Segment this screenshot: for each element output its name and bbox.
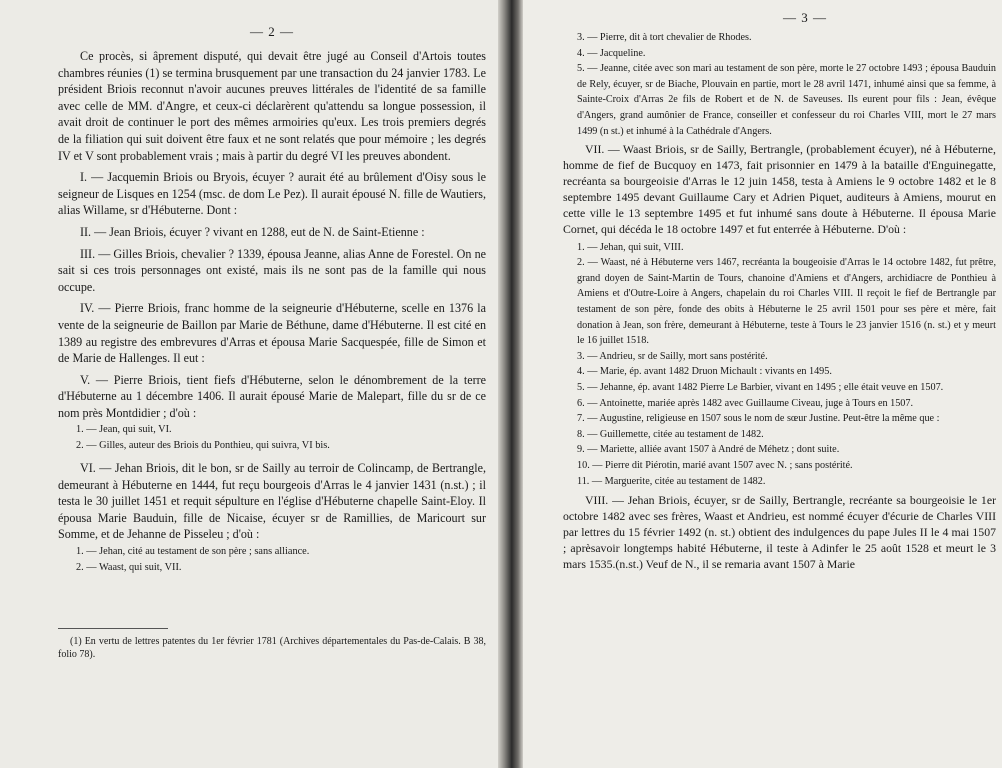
page-number: — 2 — bbox=[250, 24, 294, 39]
list-item: 7. — Augustine, religieuse en 1507 sous le nom de sœur Justine. Peut-être la même que : bbox=[577, 413, 940, 425]
list-item: 1. — Jehan, cité au testament de son père ; sans alliance. bbox=[76, 546, 310, 558]
list-item: 4. — Marie, ép. avant 1482 Druon Michault : vivants en 1495. bbox=[577, 366, 832, 378]
degree-ii-paragraph: II. — Jean Briois, écuyer ? vivant en 1288, eut de N. de Saint-Etienne : bbox=[80, 224, 425, 239]
list-item: 1. — Jehan, qui suit, VIII. bbox=[577, 241, 684, 253]
list-item: 10. — Pierre dit Piérotin, marié avant 1507 avec N. ; sans postérité. bbox=[577, 459, 853, 471]
list-item: 4. — Jacqueline. bbox=[577, 47, 646, 59]
list-item: 11. — Marguerite, citée au testament de 1482. bbox=[577, 475, 766, 487]
list-item: 2. — Waast, né à Hébuterne vers 1467, recréanta la bougeoisie d'Arras le 14 octobre 1482, fut prêtre, grand doyen de Saint-Martin de Tours, chanoine d'Amiens et d'Angers, archidiacre de Ponthieu à Amiens et d'Outre-Loire à Angers, chapelain du roi Charles VIII. Il reçoit le fief de Bertrangle par testament de son père, fonde des obits à Hébuterne le 25 avril 1501 pour ses père et mère, fait donation à Jean, son frère, demeurant à Hébuterne, teste à Tours le 23 janvier 1516 (n. st.) et y meurt le 16 juillet 1518. bbox=[577, 257, 996, 347]
degree-i-paragraph: I. — Jacquemin Briois ou Bryois, écuyer ? aurait été au brûlement d'Oisy sous le seigneur de Lisques en 1254 (msc. de dom Le Pez). Il aurait épousé N. fille de Wautiers, alias Willame, sr d'Hébuterne. Dont : bbox=[58, 170, 486, 218]
list-item: 2. — Waast, qui suit, VII. bbox=[76, 561, 182, 573]
left-page bbox=[0, 0, 498, 768]
page-number: — 3 — bbox=[783, 10, 827, 25]
degree-v-paragraph: V. — Pierre Briois, tient fiefs d'Hébuterne, selon le dénombrement de la terre d'Hébuterne au 1 décembre 1406. Il aurait épousé Marie de Malepart, fille du sr de ce nom près Montdidier ; d'où : bbox=[58, 372, 486, 420]
footnote-divider bbox=[58, 628, 168, 629]
list-item: 9. — Mariette, alliée avant 1507 à André de Méhetz ; dont suite. bbox=[577, 444, 840, 456]
degree-iii-paragraph: III. — Gilles Briois, chevalier ? 1339, épousa Jeanne, alias Anne de Forestel. On ne sait si ces trois personnages ont existé, mais ils ne sont pas de la famille qui nous occupe. bbox=[58, 246, 486, 294]
intro-paragraph: Ce procès, si âprement disputé, qui devait être jugé au Conseil d'Artois toutes chambres réunies (1) se termina brusquement par une transaction du 24 janvier 1783. Le président Briois reconnut n'avoir aucunes preuves littérales de l'identité de sa famille avec celle de MM. d'Angre, et ceux-ci déclarèrent qu'attendu sa longue possession, il avait droit de continuer le port des mêmes armoiries qu'eux. Les trois premiers degrés de la filiation qui suit doivent être faux et ne sont relatés que pour mémoire ; les degrés IV et V sont probablement vrais ; mais à partir du degré VI les preuves abondent. bbox=[58, 49, 486, 163]
degree-viii-paragraph: VIII. — Jehan Briois, écuyer, sr de Sailly, Bertrangle, recréante sa bourgeoisie le 1er octobre 1482 avec ses frères, Waast et Andrieu, est nommé écuyer d'écurie de Charles VIII par lettres du 15 février 1492 (n. st.) obtient des indulgences du pape Jules II le 4 mai 1507 ; aprèsavoir longtemps habité Hébuterne, il teste à Adinfer le 25 août 1528 et meurt le 3 mars 1535.(n.st.) Veuf de N., il se remaria avant 1507 à Marie bbox=[563, 493, 996, 571]
list-item: 3. — Pierre, dit à tort chevalier de Rhodes. bbox=[577, 32, 752, 43]
list-item: 5. — Jeanne, citée avec son mari au testament de son père, morte le 27 octobre 1493 ; épousa Bauduin de Rely, écuyer, sr de Biache, Plouvain en partie, mort le 28 avril 1471, inhumé ainsi que sa femme, à Sainte-Croix d'Arras 2e fils de Robert et de N. de Saveuses. Ils eurent pour fils : Jean, évêque d'Angers, grand aumônier de France, conseiller et confesseur du roi Charles VIII, mort le 27 mars 1499 (n st.) et inhumé à la Cathédrale d'Angers. bbox=[577, 63, 996, 137]
list-item: 2. — Gilles, auteur des Briois du Ponthieu, qui suivra, VI bis. bbox=[76, 440, 330, 452]
footnote: (1) En vertu de lettres patentes du 1er février 1781 (Archives départementales du Pas-de-Calais. B 38, folio 78). bbox=[58, 635, 486, 660]
degree-vi-paragraph: VI. — Jehan Briois, dit le bon, sr de Sailly au terroir de Colincamp, de Bertrangle, demeurant à Hébuterne en 1444, fut reçu bourgeois d'Arras le 4 janvier 1431 (n.st.) ; il testa le 30 juillet 1451 et requit sépulture en l'église d'Hébuterne chapelle Saint-Eloy. Il épousa Marie Bauduin, fille de Nicaise, écuyer sr de Ramillies, de Maricourt sur Somme, et de Jehanne de Pisseleu ; d'où : bbox=[58, 461, 486, 542]
right-page bbox=[523, 0, 1002, 768]
list-item: 5. — Jehanne, ép. avant 1482 Pierre Le Barbier, vivant en 1495 ; elle était veuve en 1507. bbox=[577, 381, 944, 393]
list-item: 3. — Andrieu, sr de Sailly, mort sans postérité. bbox=[577, 350, 768, 362]
degree-vii-paragraph: VII. — Waast Briois, sr de Sailly, Bertrangle, (probablement écuyer), né à Hébuterne, homme de fief de Bucquoy en 1473, fait prisonnier en 1479 à la bataille d'Enguinegatte, recréanta sa bourgeoisie d'Arras le 12 juin 1458, testa à Amiens le 9 octobre 1482 et le 8 septembre 1495 devant Guillaume Cary et Adrien Piquet, auditeurs à Amiens, mourut en cette ville le 13 septembre 1495 et fut inhumé sans doute à Hébuterne. Il épousa Marie Cornet, qui décéda le 18 octobre 1497 et fut enterrée à Hébuterne. D'où : bbox=[563, 142, 996, 236]
degree-iv-paragraph: IV. — Pierre Briois, franc homme de la seigneurie d'Hébuterne, scelle en 1376 la vente de la seigneurie de Baillon par Marie de Béthune, dame d'Hébuterne. Il est cité en 1389 au registre des embrevures d'Arras et épousa Marie Sacquespée, fille de Simon et de Marie de Hallenges. Il eut : bbox=[58, 301, 486, 366]
book-gutter bbox=[498, 0, 523, 768]
list-item: 1. — Jean, qui suit, VI. bbox=[76, 424, 172, 436]
list-item: 8. — Guillemette, citée au testament de 1482. bbox=[577, 428, 764, 440]
list-item: 6. — Antoinette, mariée après 1482 avec Guillaume Civeau, juge à Tours en 1507. bbox=[577, 397, 914, 409]
